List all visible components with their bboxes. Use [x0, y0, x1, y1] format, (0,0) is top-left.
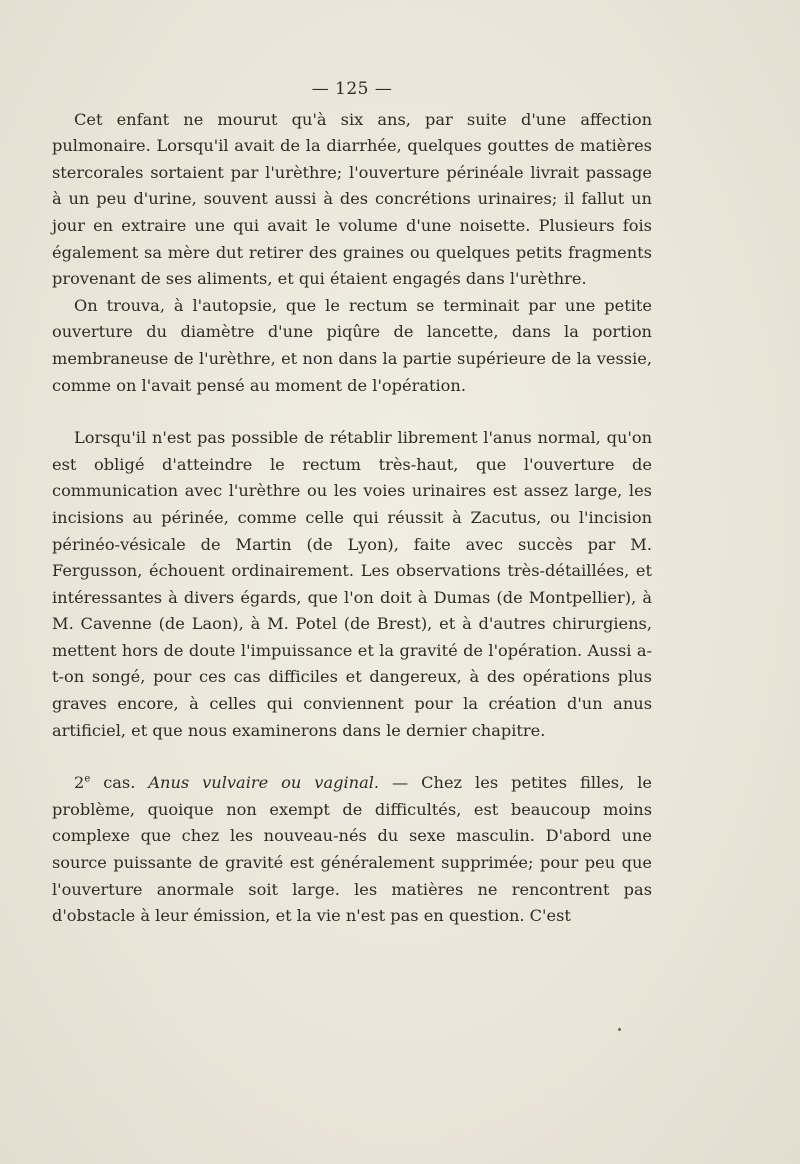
case-title: Anus vulvaire ou vaginal.: [148, 773, 380, 793]
paragraph-3: Lorsqu'il n'est pas possible de rétablir librement l'anus normal, qu'on est obligé d'atteindre le rectum très-haut, que l'ouverture de communication avec l'urèthre ou les voies urinaires est assez large, les incisions au périnée, comme celle qui réussit à Zacutus, ou l'incision périnéo-vésicale de Martin (de Lyon), faite avec succès par M. Fergusson, échouent ordinairement. Les observations très-détaillées, et intéressantes à divers égards, que l'on doit à Dumas (de Montpellier), à M. Cavenne (de Laon), à M. Potel (de Brest), et à d'autres chirurgiens, mettent hors de doute l'impuissance et la gravité de l'opération. Aussi a-t-on songé, pour ces cas difficiles et dangereux, à des opérations plus graves encore, à celles qui conviennent pour la création d'un anus artificiel, et que nous examinerons dans le dernier chapitre.: [52, 428, 652, 740]
paragraph-gap: [52, 744, 652, 770]
case-number: 2: [74, 773, 85, 793]
paper-speck: [618, 1028, 621, 1031]
paragraph-case-2: [52, 770, 652, 930]
case-label: cas.: [90, 773, 149, 793]
paragraph-2: On trouva, à l'autopsie, que le rectum se terminait par une petite ouverture du diamètre d'une piqûre de lancette, dans la portion membraneuse de l'urèthre, et non dans la partie supérieure de la vessie, comme on l'avait pensé au moment de l'opération.: [52, 295, 652, 395]
case-body: — Chez les petites filles, le problème, quoique non exempt de difficultés, est beaucoup moins complexe que chez les nouveau-nés du sexe masculin. D'abord une source puissante de gravité est généralement supprimée; pour peu que l'ouverture anormale soit large. les matières ne rencontrent pas d'obstacle à leur émission, et la vie n'est pas en question. C'est: [52, 773, 652, 926]
paragraph-1: Cet enfant ne mourut qu'à six ans, par suite d'une affection pulmonaire. Lorsqu'il avait de la diarrhée, quelques gouttes de matières stercorales sortaient par l'urèthre; l'ouverture périnéale livrait passage à un peu d'urine, souvent aussi à des concrétions urinaires; il fallut un jour en extraire une qui avait le volume d'une noisette. Plusieurs fois également sa mère dut retirer des graines ou quelques petits fragments provenant de ses aliments, et qui étaient engagés dans l'urèthre.: [52, 109, 652, 289]
page-text: [52, 76, 652, 930]
case-number-superscript: e: [84, 773, 91, 785]
paragraph-gap: [52, 399, 652, 425]
page-number: — 125 —: [311, 79, 393, 99]
